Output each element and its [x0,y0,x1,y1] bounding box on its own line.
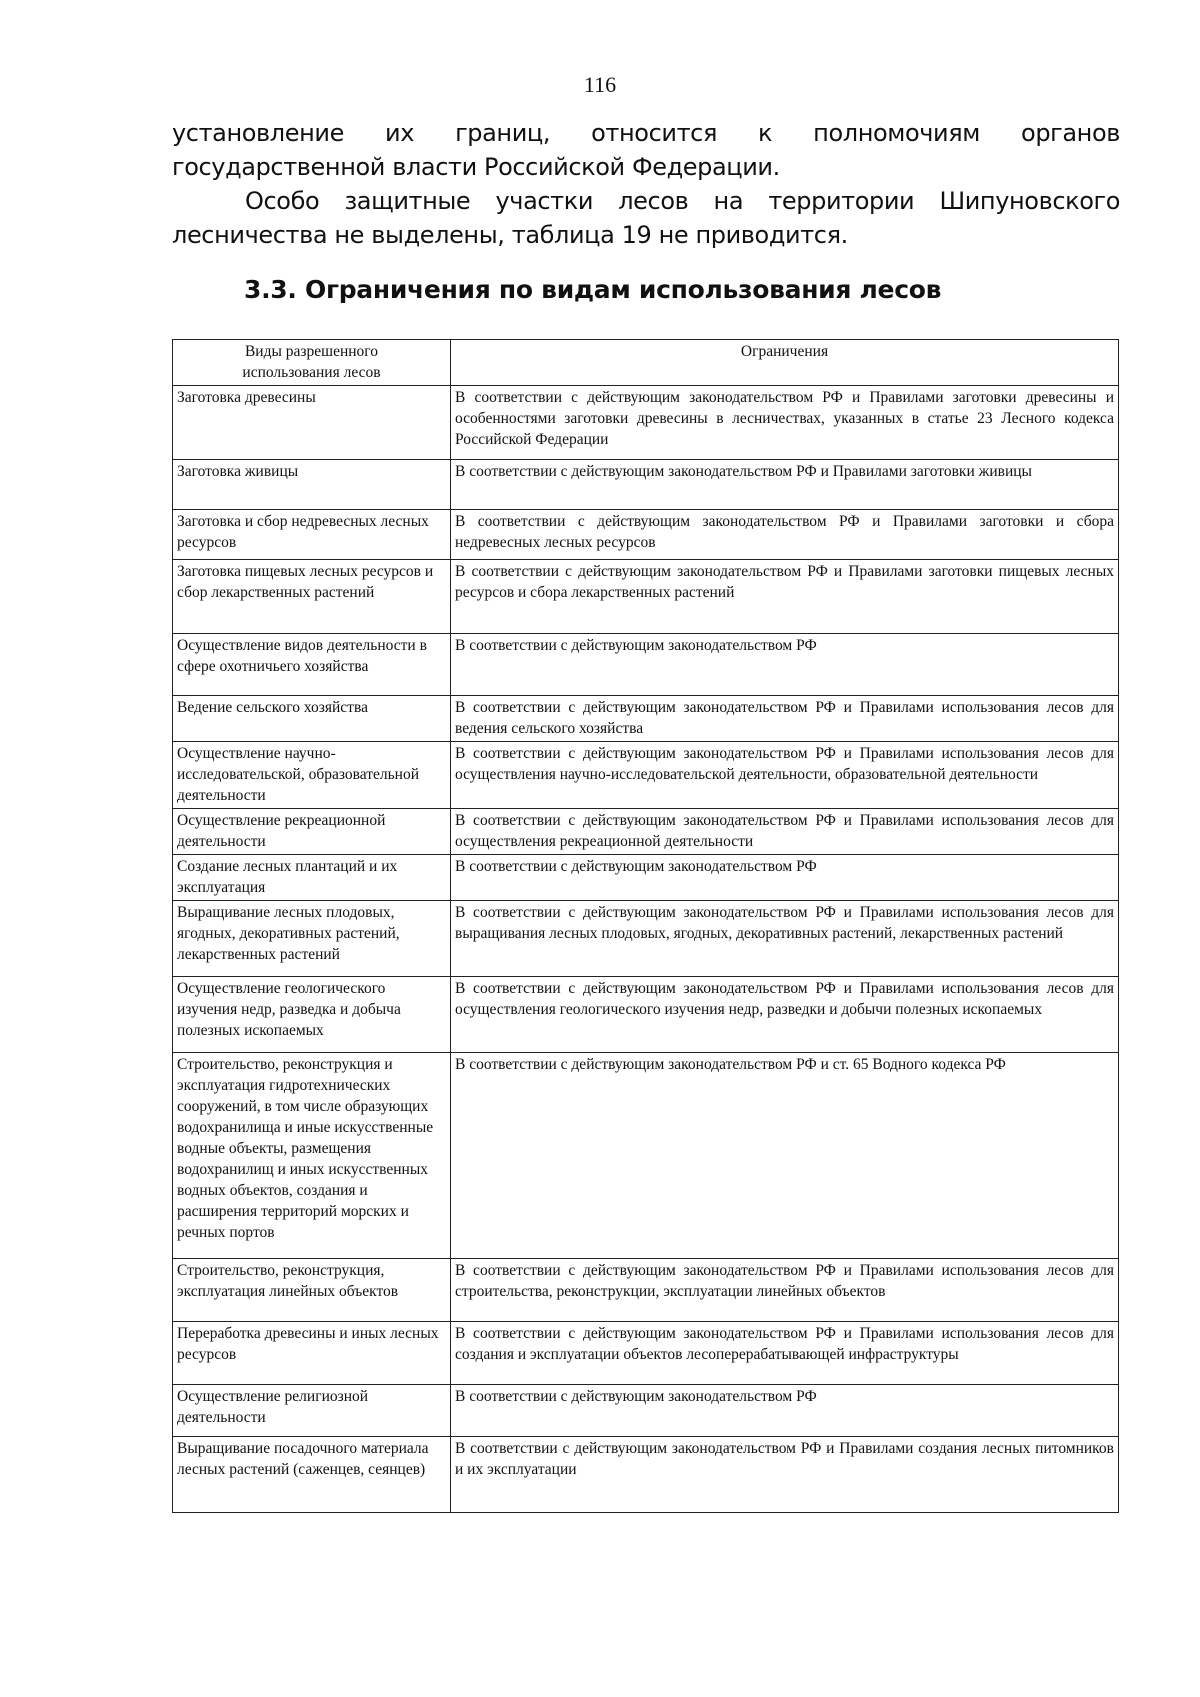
page-number: 116 [583,72,617,97]
cell-kind: Создание лесных плантаций и их эксплуатация [173,855,451,901]
table-row [173,696,1119,742]
cell-kind: Заготовка древесины [173,386,451,460]
cell-kind: Выращивание лесных плодовых, ягодных, декоративных растений, лекарственных растений [173,901,451,977]
cell-restriction: В соответствии с действующим законодательством РФ и Правилами создания лесных питомников и их эксплуатации [451,1437,1119,1513]
table-row [173,386,1119,460]
cell-restriction: В соответствии с действующим законодательством РФ и ст. 65 Водного кодекса РФ [451,1053,1119,1259]
cell-restriction: В соответствии с действующим законодательством РФ [451,1385,1119,1437]
cell-kind: Строительство, реконструкция и эксплуатация гидротехнических сооружений, в том числе образующих водохранилища и иные искусственные водные объекты, размещения водохранилищ и иных искусственных водных объектов, создания и расширения территорий морских и речных портов [173,1053,451,1259]
table-row [173,901,1119,977]
cell-restriction: В соответствии с действующим законодательством РФ [451,855,1119,901]
cell-restriction: В соответствии с действующим законодательством РФ и Правилами использования лесов для осуществления рекреационной деятельности [451,809,1119,855]
cell-kind: Осуществление геологического изучения недр, разведка и добыча полезных ископаемых [173,977,451,1053]
table-row [173,742,1119,809]
cell-kind: Осуществление видов деятельности в сфере охотничьего хозяйства [173,634,451,696]
table-row [173,855,1119,901]
table-header-row [173,340,1119,386]
cell-kind: Осуществление рекреационной деятельности [173,809,451,855]
cell-kind: Выращивание посадочного материала лесных растений (саженцев, сеянцев) [173,1437,451,1513]
cell-kind: Заготовка и сбор недревесных лесных ресурсов [173,510,451,560]
cell-kind: Осуществление религиозной деятельности [173,1385,451,1437]
table-row [173,1259,1119,1322]
table-row [173,1437,1119,1513]
body-text [172,116,1120,252]
cell-kind: Строительство, реконструкция, эксплуатация линейных объектов [173,1259,451,1322]
restrictions-table [172,339,1119,1513]
cell-restriction: В соответствии с действующим законодательством РФ и Правилами использования лесов для осуществления научно-исследовательской деятельности, образовательной деятельности [451,742,1119,809]
table-row [173,460,1119,510]
cell-restriction: В соответствии с действующим законодательством РФ и Правилами заготовки и сбора недревесных лесных ресурсов [451,510,1119,560]
cell-restriction: В соответствии с действующим законодательством РФ и Правилами заготовки древесины и особенностями заготовки древесины в лесничествах, указанных в статье 23 Лесного кодекса Российской Федерации [451,386,1119,460]
table-row [173,560,1119,634]
cell-restriction: В соответствии с действующим законодательством РФ и Правилами заготовки живицы [451,460,1119,510]
cell-restriction: В соответствии с действующим законодательством РФ и Правилами использования лесов для осуществления геологического изучения недр, разведки и добычи полезных ископаемых [451,977,1119,1053]
cell-kind: Заготовка пищевых лесных ресурсов и сбор лекарственных растений [173,560,451,634]
cell-restriction: В соответствии с действующим законодательством РФ и Правилами использования лесов для создания и эксплуатации объектов лесоперерабатывающей инфраструктуры [451,1322,1119,1385]
table-row [173,809,1119,855]
header-kind: Виды разрешенного использования лесов [173,340,451,386]
cell-kind: Осуществление научно-исследовательской, образовательной деятельности [173,742,451,809]
cell-restriction: В соответствии с действующим законодательством РФ и Правилами заготовки пищевых лесных ресурсов и сбора лекарственных растений [451,560,1119,634]
table-row [173,1053,1119,1259]
cell-kind: Переработка древесины и иных лесных ресурсов [173,1322,451,1385]
cell-restriction: В соответствии с действующим законодательством РФ [451,634,1119,696]
cell-restriction: В соответствии с действующим законодательством РФ и Правилами использования лесов для строительства, реконструкции, эксплуатации линейных объектов [451,1259,1119,1322]
section-title: 3.3. Ограничения по видам использования лесов [244,275,942,304]
table-row [173,1385,1119,1437]
table-row [173,510,1119,560]
table-row [173,1322,1119,1385]
cell-restriction: В соответствии с действующим законодательством РФ и Правилами использования лесов для ведения сельского хозяйства [451,696,1119,742]
paragraph: установление их границ, относится к полномочиям органов государственной власти Российской Федерации. [172,119,1120,181]
table-row [173,977,1119,1053]
table-row [173,634,1119,696]
paragraph: Особо защитные участки лесов на территории Шипуновского лесничества не выделены, таблица 19 не приводится. [172,187,1120,249]
cell-restriction: В соответствии с действующим законодательством РФ и Правилами использования лесов для выращивания лесных плодовых, ягодных, декоративных растений, лекарственных растений [451,901,1119,977]
cell-kind: Ведение сельского хозяйства [173,696,451,742]
cell-kind: Заготовка живицы [173,460,451,510]
header-restriction: Ограничения [451,340,1119,386]
